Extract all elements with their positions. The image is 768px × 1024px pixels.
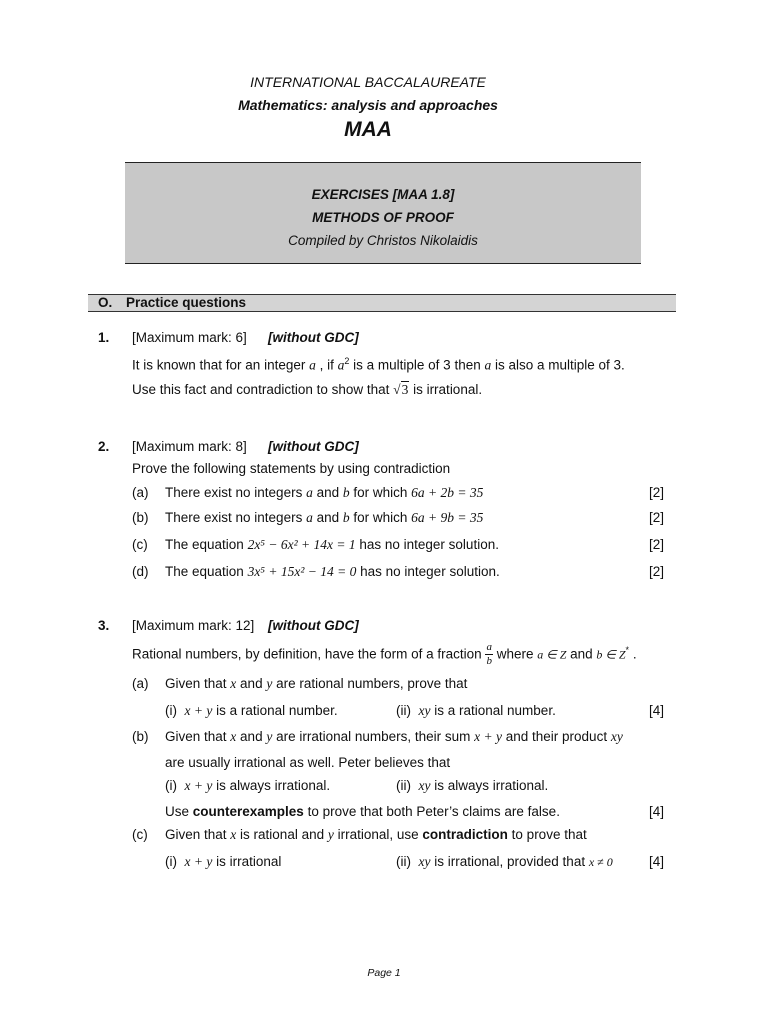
question-3-mark: [Maximum mark: 12] (132, 618, 255, 633)
question-3b-ii: (ii) xy is always irrational. (396, 778, 549, 793)
question-3b-label: (b) (132, 729, 149, 744)
question-2c-text: The equation 2x⁵ − 6x² + 14x = 1 has no integer solution. (165, 537, 499, 552)
question-2-intro: Prove the following statements by using contradiction (132, 461, 451, 476)
header-title: MAA (344, 118, 392, 141)
question-3-intro: Rational numbers, by definition, have the form of a fraction $\frac{a}{b}$ where a ∈ Z and b ∈ Z* . (132, 641, 637, 668)
question-1-number: 1. (98, 330, 110, 345)
question-3b-marks: [4] (648, 804, 664, 819)
question-1-gdc: [without GDC] (268, 330, 359, 345)
question-1-mark: [Maximum mark: 6] (132, 330, 247, 345)
question-2a-text: There exist no integers a and b for which 6a + 2b = 35 (165, 485, 484, 500)
section-letter: O. (98, 295, 113, 310)
question-2d-label: (d) (132, 564, 149, 579)
question-2b-text: There exist no integers a and b for which 6a + 9b = 35 (165, 510, 484, 525)
banner-author: Compiled by Christos Nikolaidis (288, 233, 478, 248)
question-3a-marks: [4] (648, 703, 664, 718)
question-3c-ii: (ii) xy is irrational, provided that x ≠ 0 (396, 854, 613, 869)
question-2b-marks: [2] (648, 510, 664, 525)
question-3b-instruction: Use counterexamples to prove that both Peter’s claims are false. (165, 804, 560, 819)
question-2a-label: (a) (132, 485, 149, 500)
header-line-2: Mathematics: analysis and approaches (238, 97, 498, 113)
question-2c-marks: [2] (648, 537, 664, 552)
exercise-banner (125, 162, 641, 264)
question-2b-label: (b) (132, 510, 149, 525)
question-3a-i: (i) x + y is a rational number. (165, 703, 338, 718)
question-2d-marks: [2] (648, 564, 664, 579)
question-3c-label: (c) (132, 827, 148, 842)
banner-title: EXERCISES [MAA 1.8] (311, 187, 455, 202)
question-3c-text: Given that x is rational and y irrational, use contradiction to prove that (165, 827, 587, 842)
question-3a-label: (a) (132, 676, 149, 691)
question-2-gdc: [without GDC] (268, 439, 359, 454)
section-heading (88, 294, 676, 312)
section-title: Practice questions (126, 295, 247, 310)
question-3c-i: (i) x + y is irrational (165, 854, 282, 869)
question-3c-marks: [4] (648, 854, 664, 869)
question-2c-label: (c) (132, 537, 148, 552)
fraction-a-over-b: $\frac{a}{b}$ (486, 641, 492, 668)
question-2-mark: [Maximum mark: 8] (132, 439, 247, 454)
sqrt-symbol: √3 (393, 382, 409, 397)
question-3b-i: (i) x + y is always irrational. (165, 778, 331, 793)
header-line-1: INTERNATIONAL BACCALAUREATE (250, 74, 486, 90)
question-3a-ii: (ii) xy is a rational number. (396, 703, 556, 718)
question-3-number: 3. (98, 618, 110, 633)
question-3b-text: Given that x and y are irrational numbers, their sum x + y and their product xy (165, 729, 623, 744)
question-1-line-2: Use this fact and contradiction to show that √3 is irrational. (132, 382, 483, 397)
question-3-gdc: [without GDC] (268, 618, 359, 633)
question-3a-text: Given that x and y are rational numbers, prove that (165, 676, 468, 691)
banner-subtitle: METHODS OF PROOF (312, 210, 454, 225)
question-1-line-1: It is known that for an integer a , if $a^2$ is a multiple of 3 then a is also a multiple of 3. (132, 356, 625, 373)
question-3b-line-2: are usually irrational as well. Peter believes that (165, 755, 451, 770)
question-2d-text: The equation 3x⁵ + 15x² − 14 = 0 has no integer solution. (165, 564, 500, 579)
question-2-number: 2. (98, 439, 110, 454)
page-number: Page 1 (367, 967, 401, 979)
question-2a-marks: [2] (648, 485, 664, 500)
